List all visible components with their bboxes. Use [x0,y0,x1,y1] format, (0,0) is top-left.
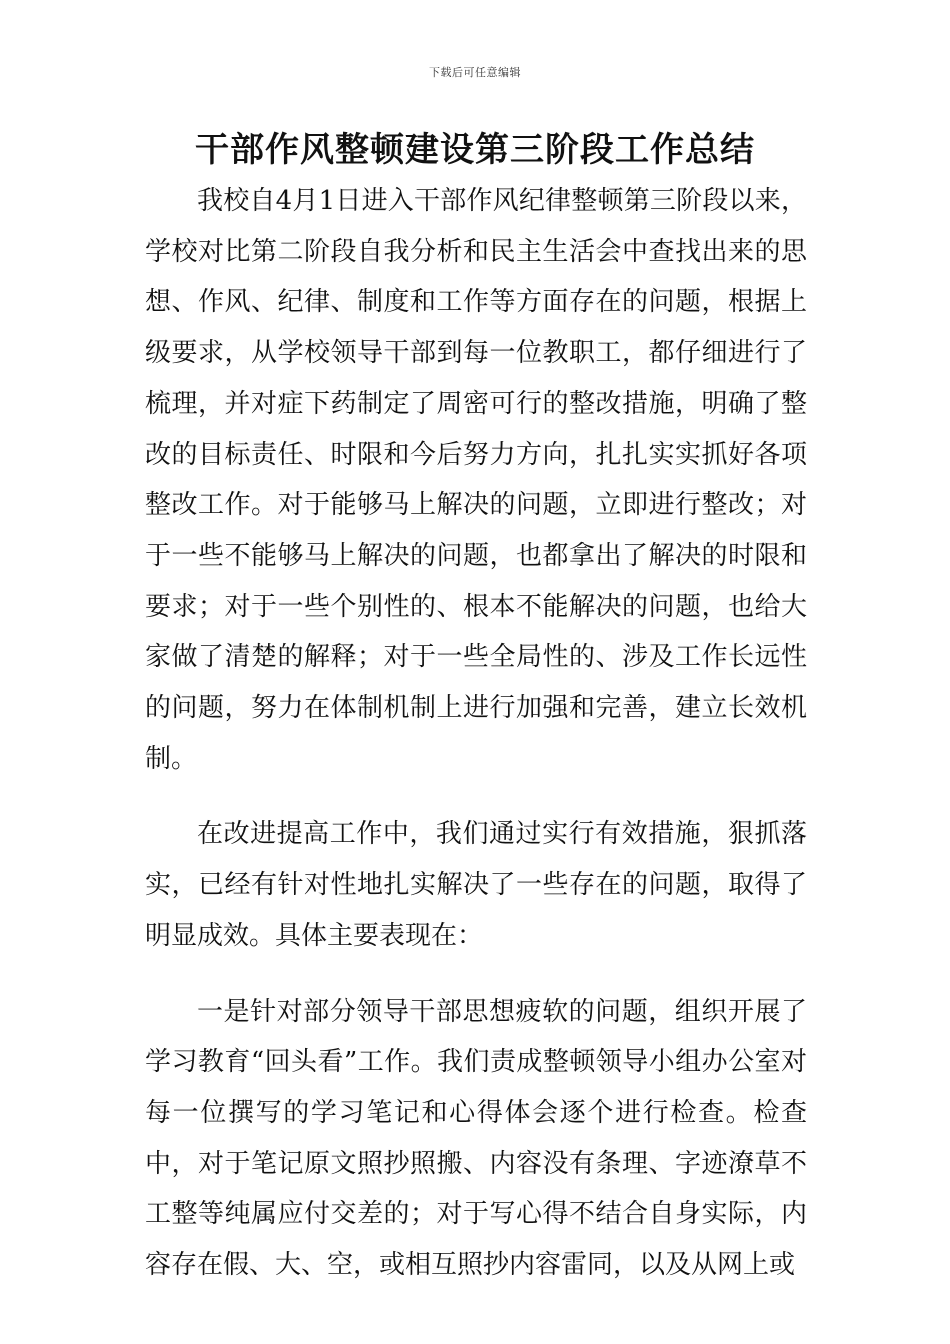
document-title: 干部作风整顿建设第三阶段工作总结 [195,130,755,170]
document-body [145,176,807,1291]
paragraph: 在改进提高工作中，我们通过实行有效措施，狠抓落实，已经有针对性地扎实解决了一些存在的问题，取得了明显成效。具体主要表现在： [145,819,807,951]
download-note: 下载后可任意编辑 [429,66,521,79]
paragraph: 一是针对部分领导干部思想疲软的问题，组织开展了学习教育“回头看”工作。我们责成整顿领导小组办公室对每一位撰写的学习笔记和心得体会逐个进行检查。检查中，对于笔记原文照抄照搬、内容没有条理、字迹潦草不工整等纯属应付交差的；对于写心得不结合自身实际，内容存在假、大、空，或相互照抄内容雷同，以及从网上或 [145,996,807,1281]
paragraph: 我校自4月1日进入干部作风纪律整顿第三阶段以来，学校对比第二阶段自我分析和民主生活会中查找出来的思想、作风、纪律、制度和工作等方面存在的问题，根据上级要求，从学校领导干部到每一位教职工，都仔细进行了梳理，并对症下药制定了周密可行的整改措施，明确了整改的目标责任、时限和今后努力方向，扎扎实实抓好各项整改工作。对于能够马上解决的问题，立即进行整改；对于一些不能够马上解决的问题，也都拿出了解决的时限和要求；对于一些个别性的、根本不能解决的问题，也给大家做了清楚的解释；对于一些全局性的、涉及工作长远性的问题，努力在体制机制上进行加强和完善，建立长效机制。 [145,186,807,774]
